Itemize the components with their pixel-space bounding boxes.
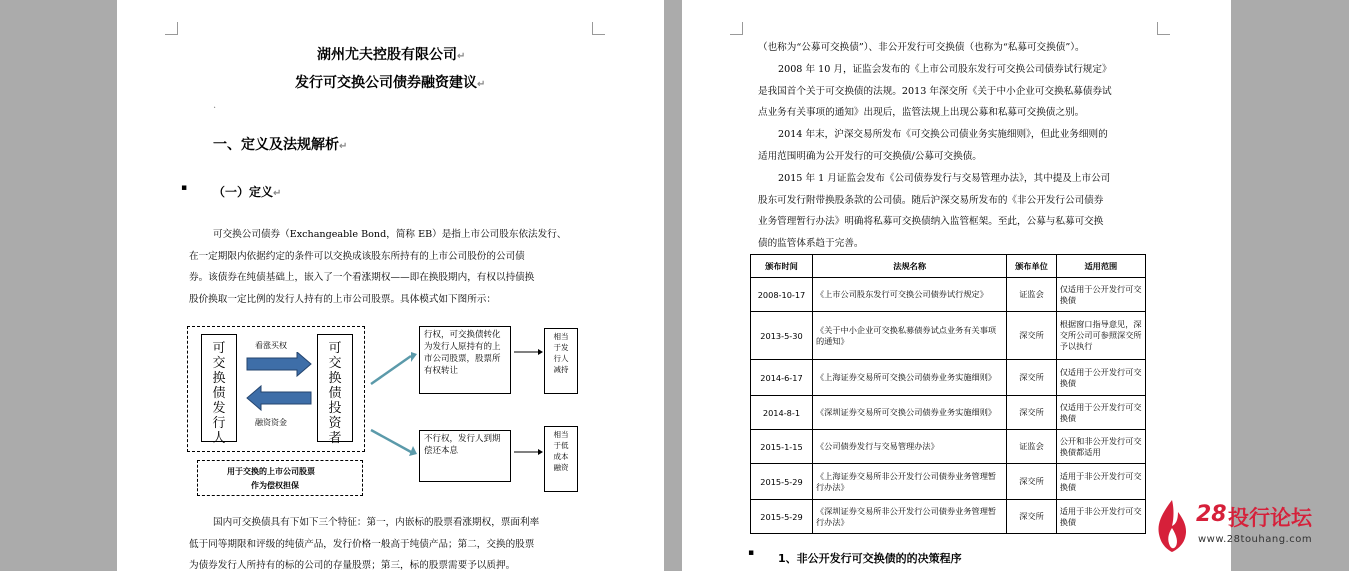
table-row: [751, 430, 1146, 464]
scope-cell: 仅适用于公开发行可交换债: [1056, 278, 1145, 312]
date-cell: 2014-8-1: [751, 396, 813, 430]
table-row: [751, 278, 1146, 312]
decision-process-heading: 1、非公开发行可交换债的的决策程序: [778, 552, 962, 565]
collateral-line2: 作为偿权担保: [251, 481, 299, 490]
crop-mark: [1157, 22, 1170, 35]
outcome-arrows: [367, 350, 419, 460]
section-heading: 一、定义及法规解析↵: [213, 137, 348, 153]
issuer-cell: 证监会: [1007, 278, 1056, 312]
exercise-result-box: 相当于发行人减持: [544, 328, 578, 394]
table-header-row: [751, 255, 1146, 278]
scope-cell: 适用于非公开发行可交换债: [1056, 500, 1145, 534]
regulation-name-cell: 《公司债券发行与交易管理办法》: [812, 430, 1006, 464]
regulation-name-cell: 《上市公司股东发行可交换公司债券试行规定》: [812, 278, 1006, 312]
continued-line: （也称为“公募可交换债”）、非公开发行可交换债（也称为“私募可交换债”）。: [758, 42, 1085, 53]
doc-title-line2: 发行可交换公司债券融资建议↵: [295, 75, 486, 91]
regulation-name-cell: 《深圳证券交易所可交换公司债券业务实施细则》: [812, 396, 1006, 430]
document-page-left: [117, 0, 664, 571]
result-connectors: [512, 340, 544, 480]
date-cell: 2015-1-15: [751, 430, 813, 464]
scope-cell: 适用于非公开发行可交换债: [1056, 464, 1145, 500]
scope-cell: 根据窗口指导意见，深交所公司可参照深交所予以执行: [1056, 312, 1145, 360]
empty-paragraph-mark: .: [213, 100, 217, 111]
flame-icon: [1152, 498, 1192, 554]
regulation-name-cell: 《关于中小企业可交换私募债券试点业务有关事项的通知》: [812, 312, 1006, 360]
issuer-cell: 深交所: [1007, 500, 1056, 534]
arrow-right-icon: [247, 352, 311, 376]
regulation-paragraph-3: 2015 年 1 月证监会发布《公司债券发行与交易管理办法》，其中提及上市公司 股东可发行附带换股条款的公司债。随后沪深交易所发布的《非公开发行公司债券 业务管理暂行办法》明确将私募可交换债纳入监管框架。至此，公募与私募可交换 债的监管体系趋于完善。: [758, 173, 1111, 249]
table-header-cell: 法规名称: [812, 255, 1006, 278]
scope-cell: 仅适用于公开发行可交换债: [1056, 396, 1145, 430]
date-cell: 2015-5-29: [751, 464, 813, 500]
date-cell: 2008-10-17: [751, 278, 813, 312]
table-row: [751, 396, 1146, 430]
definition-paragraph: 可交换公司债券（Exchangeable Bond，简称 EB）是指上市公司股东依法发行、 在一定期限内依据约定的条件可以交换成该股东所持有的上市公司股份的公司债 券。该债券在纯债基础上，嵌入了一个看涨期权——即在换股期内，有权以持债换 股价换取一定比例的发行人持有的上市公司股票。具体模式如下图所示：: [189, 229, 567, 305]
no-exercise-result-box: 相当于低成本融资: [544, 426, 578, 492]
investor-label: 可交换债投资者: [328, 341, 342, 446]
collateral-line1: 用于交换的上市公司股票: [227, 467, 315, 476]
scope-cell: 仅适用于公开发行可交换债: [1056, 360, 1145, 396]
regulation-name-cell: 《深圳证券交易所非公开发行公司债券业务管理暂行办法》: [812, 500, 1006, 534]
regulation-name-cell: 《上海证券交易所可交换公司债券业务实施细则》: [812, 360, 1006, 396]
issuer-box: [201, 334, 237, 446]
table-row: [751, 500, 1146, 534]
issuer-cell: 深交所: [1007, 360, 1056, 396]
arrow-up-right-icon: [371, 356, 411, 384]
bullet-marker: ▪: [181, 183, 188, 193]
call-option-label: 看涨买权: [255, 341, 287, 350]
issuer-cell: 深交所: [1007, 312, 1056, 360]
crop-mark: [730, 22, 743, 35]
issuer-cell: 深交所: [1007, 464, 1056, 500]
date-cell: 2015-5-29: [751, 500, 813, 534]
features-paragraph: 国内可交换债具有下如下三个特征：第一，内嵌标的股票看涨期权，票面利率 低于同等期限和评级的纯债产品，发行价格一般高于纯债产品；第二，交换的股票 为债券发行人所持有的标的公司的存量股票；第三，标的股票需要予以质押。: [189, 517, 540, 571]
table-row: [751, 464, 1146, 500]
table-row: [751, 312, 1146, 360]
table-row: [751, 360, 1146, 396]
table-header-cell: 颁布时间: [751, 255, 813, 278]
financing-label: 融资资金: [255, 418, 287, 427]
scope-cell: 公开和非公开发行可交换债都适用: [1056, 430, 1145, 464]
investor-box: [317, 334, 353, 446]
logo-name: 投行论坛: [1228, 506, 1312, 530]
issuer-label: 可交换债发行人: [212, 341, 226, 446]
logo-number: 28: [1196, 502, 1227, 527]
exercise-box: 行权，可交换债转化为发行人原持有的上市公司股票，股票所有权转让: [419, 326, 511, 394]
table-header-cell: 适用范围: [1056, 255, 1145, 278]
doc-title-line1: 湖州尤夫控股有限公司↵: [317, 47, 466, 63]
bullet-marker: ▪: [748, 548, 755, 558]
crop-mark: [165, 22, 178, 35]
logo-url: www.28touhang.com: [1198, 534, 1313, 545]
issuer-cell: 深交所: [1007, 396, 1056, 430]
table-header-cell: 颁布单位: [1007, 255, 1056, 278]
regulation-paragraph-2: 2014 年末，沪深交易所发布《可交换公司债业务实施细则》，但此业务细则的 适用范围明确为公开发行的可交换债/公募可交换债。: [758, 129, 1108, 162]
date-cell: 2013-5-30: [751, 312, 813, 360]
date-cell: 2014-6-17: [751, 360, 813, 396]
no-exercise-box: 不行权，发行人到期偿还本息: [419, 430, 511, 482]
issuer-cell: 证监会: [1007, 430, 1056, 464]
arrow-left-icon: [247, 386, 311, 410]
crop-mark: [592, 22, 605, 35]
forum-logo: [1152, 496, 1332, 556]
subsection-heading: （一）定义↵: [213, 185, 282, 199]
flow-arrows: [241, 352, 317, 416]
regulation-name-cell: 《上海证券交易所非公开发行公司债券业务管理暂行办法》: [812, 464, 1006, 500]
arrow-down-right-icon: [371, 430, 411, 452]
regulation-paragraph-1: 2008 年 10 月，证监会发布的《上市公司股东发行可交换公司债券试行规定》 是我国首个关于可交换债的法规。2013 年深交所《关于中小企业可交换私募债券试 点业务有关事项的通知》出现后，监管法规上出现公募和私募可交换债之别。: [758, 64, 1112, 118]
document-page-right: [682, 0, 1231, 571]
regulations-table: [750, 254, 1146, 534]
